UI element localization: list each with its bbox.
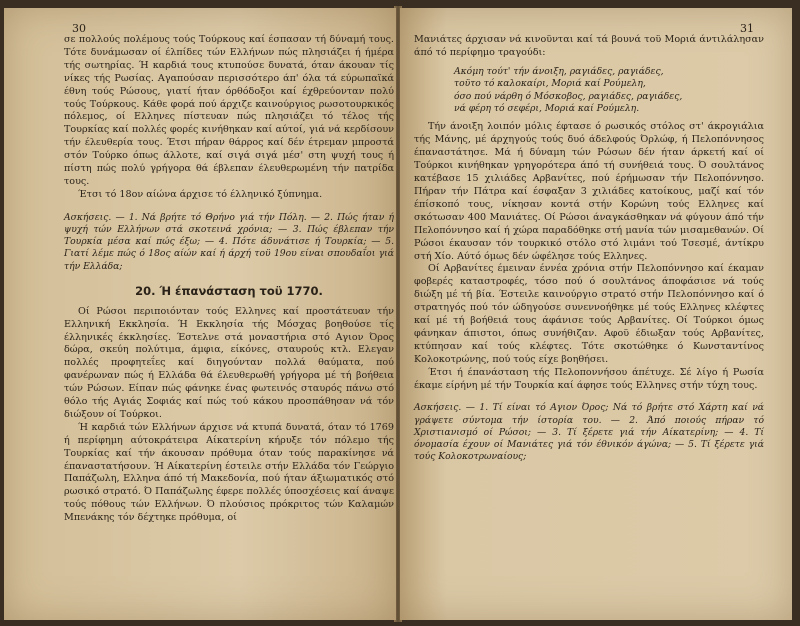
left-page [4,8,396,620]
paragraph: σε πολλούς πολέμους τούς Τούρκους καί έσπασαν τή δύναμή τους. Τότε δυνάμωσαν οί έλπίδες τών Ελλήνων πώς πλησιάζει ή ήμέρα τής σωτηρίας. Ή καρδιά τους κτυπούσε δυνατά, όταν άκουαν τίς νίκες τής Ρωσίας. Αγαπούσαν περισσότερο άπ' όλα τά εύρωπαϊκά έθνη τούς Ρώσους, γιατί ήταν όρθόδοξοι καί έχθρεύονταν πολύ τούς Τούρκους. Κάθε φορά πού άρχιζε καινούργιος ρωσοτουρκικός πόλεμος, οί Ελληνες πίστευαν πώς πλησιάζει τό τέλος τής Τουρκίας καί πολλές φορές κινήθηκαν καί αύτοί, γιά νά κερδίσουν τήν έλευθερία τους. Έτσι πήραν θάρρος καί δέν έτρεμαν μπροστά στόν Τούρκο όπως άλλοτε, καί σιγά σιγά μέσ' στη ψυχή τους ή πίστη πώς πολύ γρήγορα θά έβλεπαν έλευθερωμένη τήν πατρίδα τους. [64,34,394,187]
exercises-text: — 1. Τί είναι τό Αγιον Όρος; Νά τό βρήτε στό Χάρτη καί νά γράψετε σύντομα τήν ίστορία του. — 2. Άπό ποιούς πήραν τό Χριστιανισμό οί Ρώσοι; — 3. Τί ξέρετε γιά τήν Αίκατερίνη; — 4. Τί όνομασία έχουν οί Μανιάτες γιά τόν έθνικόν άγώνα; — 5. Τί ξέρετε γιά τούς Κολοκοτρωναίους; [414,402,764,463]
paragraph: Μανιάτες άρχισαν νά κινοϋνται καί τά βουνά τοϋ Μοριά άντιλάλησαν άπό τό περίφημο τραγούδι: [414,34,764,58]
right-page-body [414,34,764,463]
verse-line: Ακόμη τούτ' τήν άνοιξη, ραγιάδες, ραγιάδες, [454,65,664,77]
page-number-right: 31 [740,22,754,35]
paragraph: Οί Αρβανίτες έμειναν έννέα χρόνια στήν Πελοπόννησο καί έκαμαν φοβερές καταστροφές, τόσο πού ό σουλτάνος άποφάσισε νά τούς διώξη μέ τή βία. Έστειλε καινούργιο στρατό στήν Πελοπόννησο καί ό στρατηγός πού τόν ώδηγούσε συνεννοήθηκε μέ τούς Ελληνες κλέφτες καί μέ τή βοήθειά τους άφάνισε τούς Αρβανίτες. Οί Τούρκοι όμως φάνηκαν άπιστοι, όπως συνήθιζαν. Αφοϋ έδιωξαν τούς Αρβανίτες, κτύπησαν καί τούς κλέφτες. Τότε σκοτώθηκε ό Κωνσταντίνος Κολοκοτρώνης, πού τούς είχε βοηθήσει. [414,263,764,365]
exercises-block [64,212,394,273]
verse-line: νά φέρη τό σεφέρι, Μοριά καί Ρούμελη. [454,103,640,115]
left-page-body [64,34,394,525]
paragraph: Ή καρδιά τών Ελλήνων άρχισε νά κτυπά δυνατά, όταν τό 1769 ή περίφημη αύτοκράτειρα Αίκατερίνη κήρυξε τόν πόλεμο τής Τουρκίας καί τήν άκουσαν πρόθυμα όταν τούς παρακίνησε νά έπαναστατήσουν. Ή Αίκατερίνη έστειλε στήν Ελλάδα τόν Γεώργιο Παπάζωλη, Ελληνα άπό τή Μακεδονία, πού ήταν άξιωματικός στό ρωσικό στρατό. Ό Παπάζωλης έφερε πολλές ύποσχέσεις καί άναψε τούς πόθους τών Ελλήνων. Ό πλούσιος πρόκριτος τών Καλαμών Μπενάκης τόν δέχτηκε πρόθυμα, οί [64,421,394,524]
exercises-block [414,402,764,463]
verse-line: τοϋτο τό καλοκαίρι, Μοριά καί Ρούμελη, [454,78,646,90]
section-heading: 20. Ή έπανάσταση τοϋ 1770. [135,283,323,298]
right-page [400,8,792,620]
exercises-label: Ασκήσεις. [64,211,112,223]
verse-line: όσο πού νάρθη ό Μόσκοβος, ραγιάδες, ραγιάδες, [454,90,683,102]
paragraph: Οί Ρώσοι περιποιόνταν τούς Ελληνες καί προστάτευαν τήν Ελληνική Εκκλησία. Ή Εκκλησία τής Μόσχας βοηθούσε τίς έλληνικές έκκλησίες. Έστελνε στά μοναστήρια στό Αγιον Όρος δώρα, σκεύη πολύτιμα, άμφια, είκόνες, σταυρούς κτλ. Ελεγαν πολλές προφητεΐες καί διηγούνταν πολλά θαύματα, πού φανέρωναν πώς ή Ελλάδα θά έλευθερωθή γρήγορα μέ τή βοήθεια τών Ρώσων. Είπαν πώς φάνηκε ένας φωτεινός σταυρός πάνω στό θόλο τής Αγιάς Σοφιάς καί πώς τού κάκου προσπάθησαν νά τόν διώξουν οί Τούρκοι. [64,305,394,420]
page-number-left: 30 [72,22,86,35]
song-verse [454,66,764,116]
exercises-text: — 1. Νά βρήτε τό Θρήνο γιά τήν Πόλη. — 2. Πώς ήταν ή ψυχή τών Ελλήνων στά σκοτεινά χρόνια; — 3. Πώς έβλεπαν τήν Τουρκία μέσα καί πώς έξω; — 4. Πότε άδυνάτισε ή Τουρκία; — 5. Γιατί λέμε πώς ό 18ος αίών καί ή άρχή τοϋ 19ου είναι σπουδαΐοι γιά τήν Ελλάδα; [64,211,394,272]
paragraph: Έτσι τό 18ον αίώνα άρχισε τό έλληνικό ξύπνημα. [78,188,323,200]
exercises-label: Ασκήσεις. [414,402,462,414]
paragraph: Έτσι ή έπανάσταση τής Πελοποννήσου άπέτυχε. Σέ λίγο ή Ρωσία έκαμε είρήνη μέ τήν Τουρκία καί άφησε τούς Ελληνες στήν τύχη τους. [414,366,764,391]
paragraph: Τήν άνοιξη λοιπόν μόλις έφτασε ό ρωσικός στόλος στ' άκρογιάλια τής Μάνης, μέ άρχηγούς τούς δυό άδελφούς Όρλώφ, ή Πελοπόννησος έπαναστάτησε. Μά ή δύναμη τών Ρώσων δέν ήταν άρκετή καί οί Τούρκοι κινήθηκαν γρηγορότερα άπό τή συνήθειά τους. Ό σουλτάνος κατέβασε 15 χιλιάδες Αρβανίτες, πού έρήμωσαν τήν Πελοπόννησο. Πήραν τήν Πάτρα καί έσφαξαν 3 χιλιάδες κατοίκους, μαζί καί τόν έπίσκοπό τους, νίκησαν κοντά στήν Κορώνη τούς Ελληνες καί σκότωσαν 400 Μανιάτες. Οί Ρώσοι άναγκάσθηκαν νά φύγουν άπό τήν Πελοπόννησο καί ή χώρα παραδόθηκε στή μανία τών μισαμεθανών. Οί Ρώσοι έκαυσαν τόν τουρκικό στόλο στό λιμάνι τού Τσεσμέ, άντίκρυ στή Χίο. Αύτό όμως δέν ώφέλησε τούς Ελληνες. [414,121,764,262]
